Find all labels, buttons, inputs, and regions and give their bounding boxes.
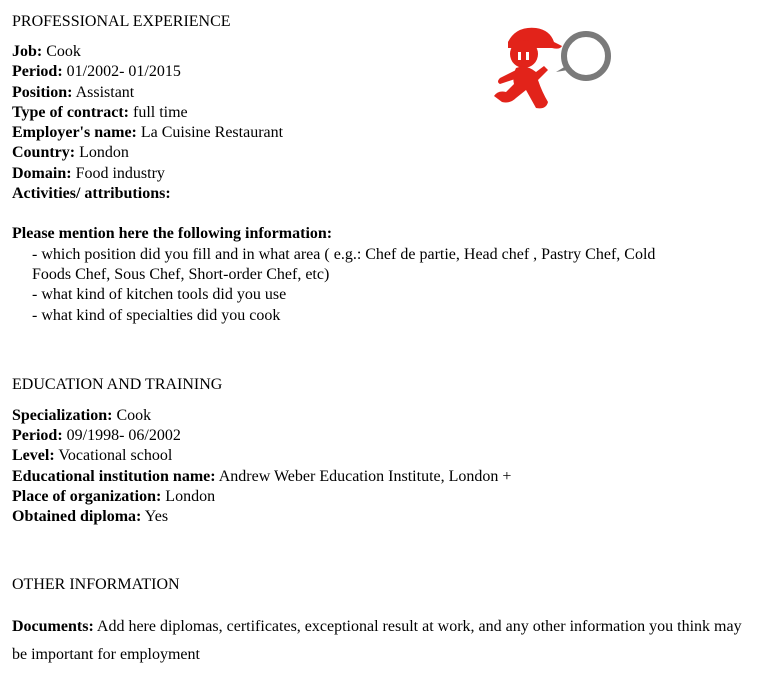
note-item: - what kind of kitchen tools did you use — [32, 286, 287, 304]
note-item: - what kind of specialties did you cook — [32, 306, 281, 324]
cv-document — [12, 12, 752, 669]
field-place-of-organization: Place of organization: London — [12, 488, 216, 506]
field-country: Country: London — [12, 144, 129, 162]
field-domain: Domain: Food industry — [12, 164, 165, 182]
experience-title: PROFESSIONAL EXPERIENCE — [12, 13, 231, 30]
note-list — [12, 245, 752, 326]
field-employer-name: Employer's name: La Cuisine Restaurant — [12, 124, 284, 142]
note-item: - which position did you fill and in what area ( e.g.: Chef de partie, Head chef , Pastry Chef, Cold — [32, 245, 656, 263]
field-institution-name: Educational institution name: Andrew Weber Education Institute, London + — [12, 467, 512, 485]
field-education-period: Period: 09/1998- 06/2002 — [12, 427, 181, 445]
other-title: OTHER INFORMATION — [12, 575, 180, 593]
documents-text: Add here diplomas, certificates, exceptional result at work, and any other information you think may be important for employment — [12, 617, 742, 663]
field-position: Position: Assistant — [12, 83, 135, 101]
field-specialization: Specialization: Cook — [12, 406, 152, 424]
field-level: Level: Vocational school — [12, 447, 173, 465]
field-activities: Activities/ attributions: — [12, 185, 171, 203]
field-obtained-diploma: Obtained diploma: Yes — [12, 508, 169, 526]
experience-section — [12, 12, 752, 326]
education-section — [12, 375, 752, 528]
documents-label: Documents: — [12, 617, 94, 635]
field-job: Job: Cook — [12, 43, 81, 60]
note-item: Foods Chef, Sous Chef, Short-order Chef, etc) — [32, 265, 330, 283]
note-heading: Please mention here the following information: — [12, 225, 333, 243]
education-title: EDUCATION AND TRAINING — [12, 375, 223, 393]
chef-mascot-logo-icon — [486, 20, 614, 120]
field-period: Period: 01/2002- 01/2015 — [12, 63, 181, 81]
field-contract-type: Type of contract: full time — [12, 103, 188, 121]
other-section — [12, 575, 752, 669]
documents-paragraph — [12, 613, 752, 669]
